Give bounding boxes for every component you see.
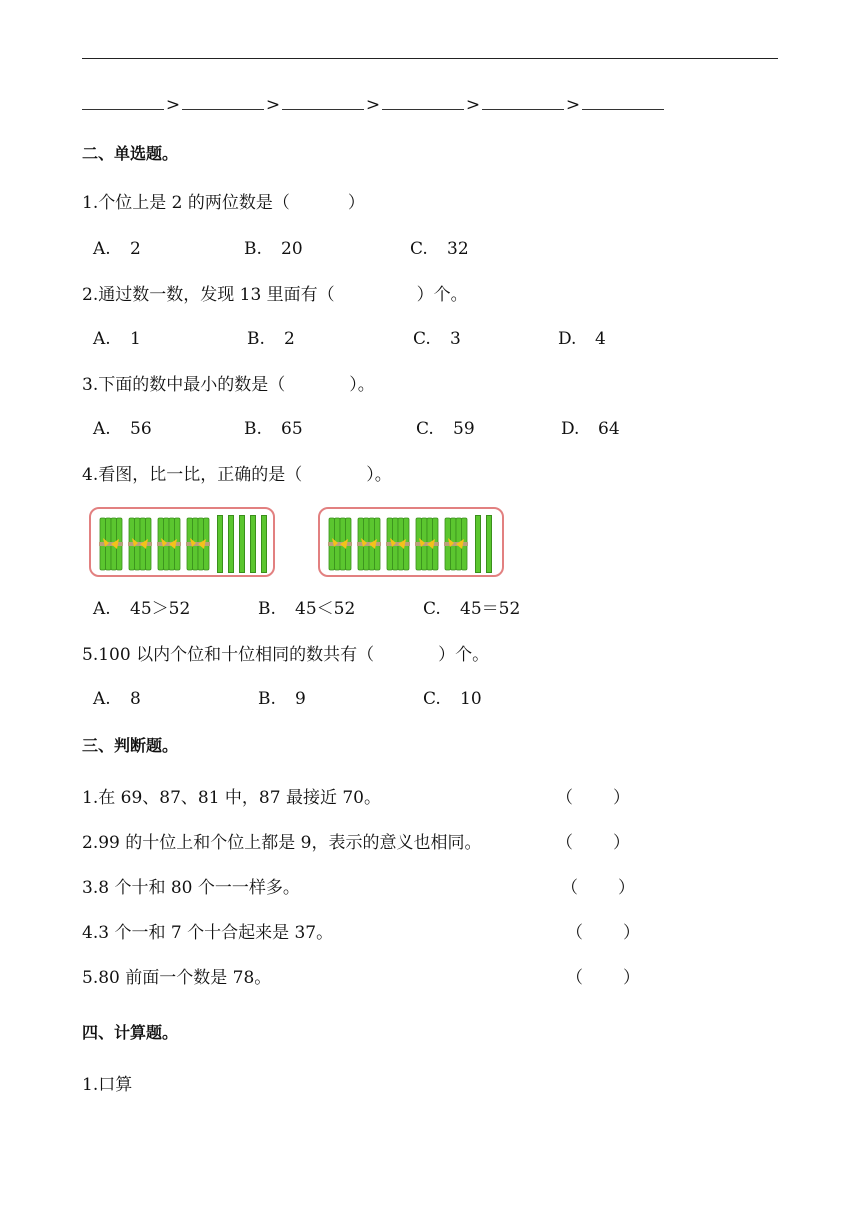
right-stick-group [318,507,504,577]
top-rule [82,58,778,59]
option-c[interactable]: C. 59 [416,419,475,439]
question-3 [82,377,375,394]
question-text: 3.下面的数中最小的数是（ [82,375,286,395]
greater-than-symbol: > [165,95,181,115]
stick-bundle [328,517,352,571]
single-stick [228,515,234,573]
single-stick [475,515,481,573]
single-stick [261,515,267,573]
left-stick-group [89,507,275,577]
answer-blank[interactable] [182,95,264,110]
option-b[interactable]: B. 20 [244,239,303,259]
greater-than-symbol: > [265,95,281,115]
question-close: ） [347,193,365,213]
question-text: 1.个位上是 2 的两位数是（ [82,193,290,213]
judge-paren[interactable]: （ ） [556,788,630,808]
option-c[interactable]: C. 32 [410,239,469,259]
calc-question-1: 1.口算 [82,1075,133,1095]
option-b[interactable]: B. 9 [258,689,306,709]
option-d[interactable]: D. 4 [558,329,606,349]
judge-item: 5.80 前面一个数是 78。 [82,968,272,988]
option-c[interactable]: C. 3 [413,329,461,349]
option-c[interactable]: C. 10 [423,689,482,709]
judge-item: 4.3 个一和 7 个十合起来是 37。 [82,923,334,943]
answer-blank[interactable] [82,95,164,110]
question-4 [82,467,392,484]
greater-than-symbol: > [565,95,581,115]
question-close: ）。 [366,465,392,485]
single-stick [239,515,245,573]
judge-paren[interactable]: （ ） [566,923,640,943]
single-stick [250,515,256,573]
question-text: 5.100 以内个位和十位相同的数共有（ [82,645,375,665]
section4-title: 四、计算题。 [82,1023,179,1042]
single-stick [217,515,223,573]
option-a[interactable]: A. 2 [93,239,141,259]
question-text: 2.通过数一数，发现 13 里面有（ [82,285,335,305]
answer-blank[interactable] [282,95,364,110]
stick-bundle [386,517,410,571]
answer-blank[interactable] [482,95,564,110]
comparison-row [82,95,664,114]
question-close: ）个。 [416,285,468,305]
option-d[interactable]: D. 64 [561,419,620,439]
judge-paren[interactable]: （ ） [561,878,635,898]
question-close: ）。 [349,375,375,395]
stick-bundle [186,517,210,571]
question-1 [82,195,365,212]
greater-than-symbol: > [465,95,481,115]
option-b[interactable]: B. 65 [244,419,303,439]
section3-title: 三、判断题。 [82,736,179,755]
stick-bundle [128,517,152,571]
stick-bundle [157,517,181,571]
stick-bundle [444,517,468,571]
option-a[interactable]: A. 8 [93,689,141,709]
stick-bundle [357,517,381,571]
greater-than-symbol: > [365,95,381,115]
section2-title: 二、单选题。 [82,144,179,163]
judge-item: 3.8 个十和 80 个一一样多。 [82,878,300,898]
option-a[interactable]: A. 1 [93,329,141,349]
judge-item: 2.99 的十位上和个位上都是 9，表示的意义也相同。 [82,833,482,853]
single-stick [486,515,492,573]
stick-bundle [99,517,123,571]
answer-blank[interactable] [582,95,664,110]
question-close: ）个。 [438,645,490,665]
option-a[interactable]: A. 56 [93,419,152,439]
option-c[interactable]: C. 45＝52 [423,599,521,619]
stick-bundle [415,517,439,571]
judge-item: 1.在 69、87、81 中，87 最接近 70。 [82,788,381,808]
option-b[interactable]: B. 45＜52 [258,599,356,619]
option-b[interactable]: B. 2 [247,329,295,349]
question-text: 4.看图，比一比，正确的是（ [82,465,303,485]
question-2 [82,287,468,304]
judge-paren[interactable]: （ ） [556,833,630,853]
answer-blank[interactable] [382,95,464,110]
judge-paren[interactable]: （ ） [566,968,640,988]
option-a[interactable]: A. 45＞52 [93,599,191,619]
question-5 [82,647,489,664]
